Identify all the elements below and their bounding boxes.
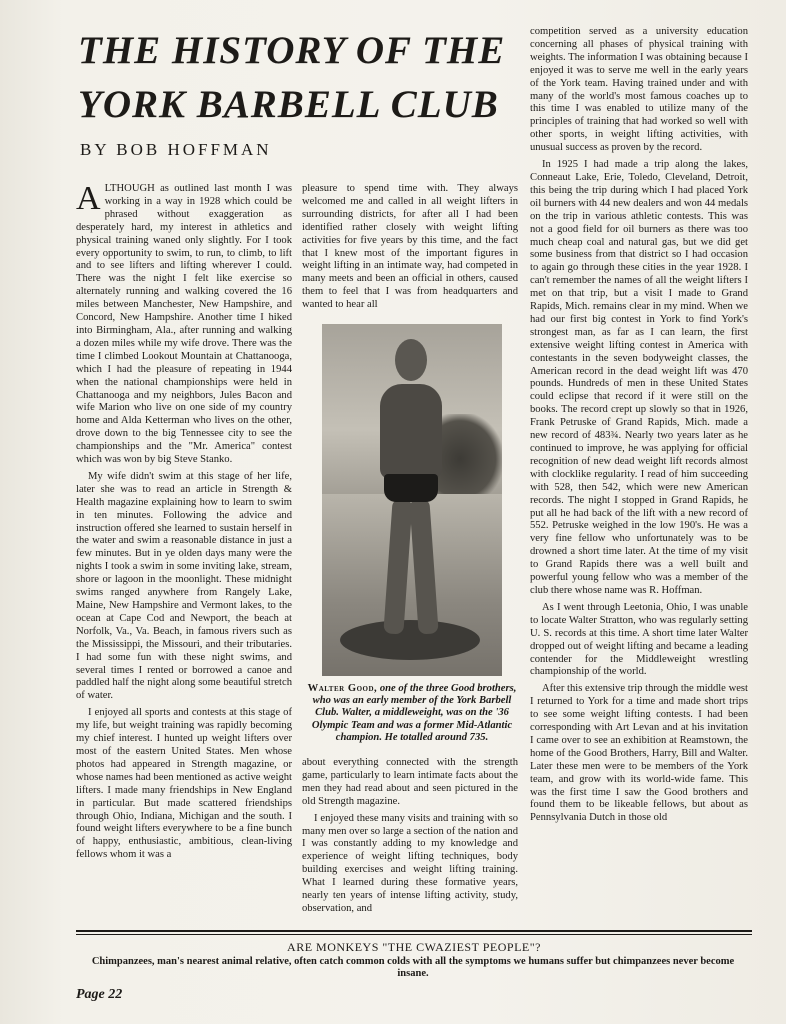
col1-paragraph-1: [76, 183, 292, 467]
photo-mat: [340, 620, 480, 660]
filler-headline: ARE MONKEYS "THE CWAZIEST PEOPLE"?: [287, 940, 541, 954]
col3-paragraph-2: In 1925 I had made a trip along the lakes, Conneaut Lake, Erie, Toledo, Cleveland, Detroit, this being the trip during which I had placed York oil burners with 44 new dealers and won 44 medals on the trip in various athletic contests. This was not a good field for oil burners as there was too much cheap coal and natural gas, but we did get some business from that district so I had occasion to again go through these cities in the year 1928. I can't remember the names of all the weight lifters I met on that trip, but a visit I made to Grand Rapids, Mich. remains clear in my mind. When we had our first big contest in York to find York's strongest man, as far as I can learn, the first extensive weight lifting contest in America with contestants in the seven bodyweight classes, the American record in the dead weight lift was 470 pounds. Hundreds of men in these United States could eclipse that record if it were still on the books. The record crept up slowly so that in 1926, Frank Petruske of Grand Rapids, Mich. made a new record of 483¾. Nearly two years later as he continued to improve, he was applying for official recognition of new dead weight lift records almost with clocklike regularity. I read of him succeeding with 528, then 542, which were new American records. The night I stopped in Grand Rapids, he put all he had back of the lift with a new record of 552. Petruske weighed in the low 190's. He was a very fine fellow who unfortunately was to be drowned a short time later. At the time of my visit to Grand Rapids there was a well built and powerful young fellow who was a member of the club there whose name was R. Hoffman.: [530, 159, 748, 596]
byline: BY BOB HOFFMAN: [80, 140, 272, 159]
col1-paragraph-2: My wife didn't swim at this stage of her life, later she was to read an article in Strength & Health magazine explaining how to learn to swim in ten minutes. Following the advice and instruction offered she learned to sustain herself in the water and swim a reasonable distance in just a few minutes. But in ye olden days many were the nights I took a swim in some inviting lake, stream, shore or lagoon in the moonlight. These midnight swims ranged anywhere from Rangely Lake, Maine, New Hampshire and Vermont lakes, to the ocean at Cape Cod and Newport, the beach at Norfolk, Va., Va. Beach, in famous rivers such as the Mississippi, the Missouri, and their tributaries. I had some fun with these night swims, and several times I rented or borrowed a canoe and paddled half the night along some beautiful stretch of water.: [76, 470, 292, 702]
page-number: Page 22: [76, 987, 123, 1002]
filler-text: Chimpanzees, man's nearest animal relative, often catch common colds with all the symptoms we humans suffer but chimpanzees never become insane.: [91, 956, 735, 979]
title-line-2: YORK BARBELL CLUB: [78, 83, 499, 126]
col1-paragraph-3: I enjoyed all sports and contests at this stage of my life, but weight training was rapidly becoming my chief interest. I hunted up weight lifters over most of the eastern United States. Men whose photos had appeared in Strength magazine, or whose names had been mentioned as active weight lifters. I made many friendships in New England in particular. But made scattered friendships through Ohio, Indiana, Michigan and the south. I found weight lifters everywhere to be a fine bunch of happy, enthusiastic, ambitious, clean-living fellows whom it was a: [76, 707, 292, 861]
caption-name: Walter Good,: [307, 683, 378, 694]
article-title: [78, 24, 508, 132]
col3-paragraph-3: As I went through Leetonia, Ohio, I was unable to locate Walter Stratton, who was regularly setting U. S. records at this time. A short time later Walter dropped out of weight lifting and became a leading contender for the Middleweight wrestling championship of the world.: [530, 601, 748, 678]
col2-paragraph-1: pleasure to spend time with. They always welcomed me and called in all weight lifters in surrounding districts, for after all I had been identified rather closely with weight lifting activities for five years by this time, and the fact that I knew most of the important figures in weight lifting in an intimate way, had competed in many meets and been an official in others, caused them to feel that I was from headquarters and wanted to hear all: [302, 183, 518, 311]
col1-paragraph-1-text: LTHOUGH as outlined last month I was working in a way in 1928 which could be phrased without exaggeration as desperately hard, my interest in athletics and physical training waned only slightly. For I took every opportunity to swim, to run, to climb, to lift and to see lifters and lifting wherever I could. There was the night I felt like exercise so alternately running and walking covered the 16 miles between Manchester, New Hampshire, and Concord, New Hampshire. Another time I hiked into Birmingham, Ala., after running and walking a dozen miles while my wife drove. There was the time I climbed Lookout Mountain at Chattanooga, which I had the pleasure of repeating in 1944 when the national championships were held in Chattanooga and my neighbors, Jules Bacon and wife Marion who live on one side of my country home and Alda Ketterman who lives on the other, drove down to the big Tennessee city to see the championships and the "Mr. America" contest which was won by big Steve Stanko.: [76, 183, 292, 466]
caption-text: one of the three Good brothers, who was an early member of the York Barbell Club. Walter, a middleweight, was on the '36 Olympic Team and was a former Mid-Atlantic champion. He totalled around 735.: [311, 683, 517, 743]
column-3: [530, 26, 748, 922]
column-1: [76, 183, 292, 995]
column-2-top: [302, 183, 518, 339]
photo-figure-trunks: [384, 474, 438, 502]
col3-paragraph-1: competition served as a university education concerning all phases of physical training with weights. The information I was obtaining because I enjoyed it was to serve me well in the early years of the York team. Having trained under and with many of the world's most famous coaches up to this time I was enabled to utilize many of the principles of training that had worked so well with other sports, in weight lifting activities, with unusual success as proven by the record.: [530, 26, 748, 154]
column-2-bottom: [302, 757, 518, 927]
col2-paragraph-2: about everything connected with the strength game, particularly to learn intimate facts about the men they had read about and seen pictured in the old Strength magazine.: [302, 757, 518, 807]
photo-figure-torso: [380, 384, 442, 479]
col2-paragraph-3: I enjoyed these many visits and training with so many men over so large a section of the nation and I was constantly adding to my knowledge and experience of weight lifting techniques, body building exercises and weight lifting training. What I learned during these formative years, nearly ten years of intense lifting activity, study, observation, and: [302, 812, 518, 914]
photo-caption: [306, 683, 518, 744]
photo-trees: [432, 414, 502, 504]
col3-paragraph-4: After this extensive trip through the middle west I returned to York for a time and made short trips to see some weight lifting contests. I had been corresponding with Art Levan and at his invitation I came over to see an exhibition at Reamstown, the home of the Good Brothers, Harry, Bill and Walter. Later these men were to be members of the York team, and grow with its world-wide fame. This was the first time I saw the Good brothers and found them to be likeable fellows, but about as Pennsylvania Dutch in those old: [530, 683, 748, 824]
footer-rule-thick: [76, 930, 752, 932]
drop-cap: A: [76, 183, 101, 217]
footer-rule-thin: [76, 934, 752, 935]
photo-figure-head: [395, 339, 427, 381]
photo-walter-good: [322, 324, 502, 676]
title-line-1: THE HISTORY OF THE: [78, 29, 506, 72]
